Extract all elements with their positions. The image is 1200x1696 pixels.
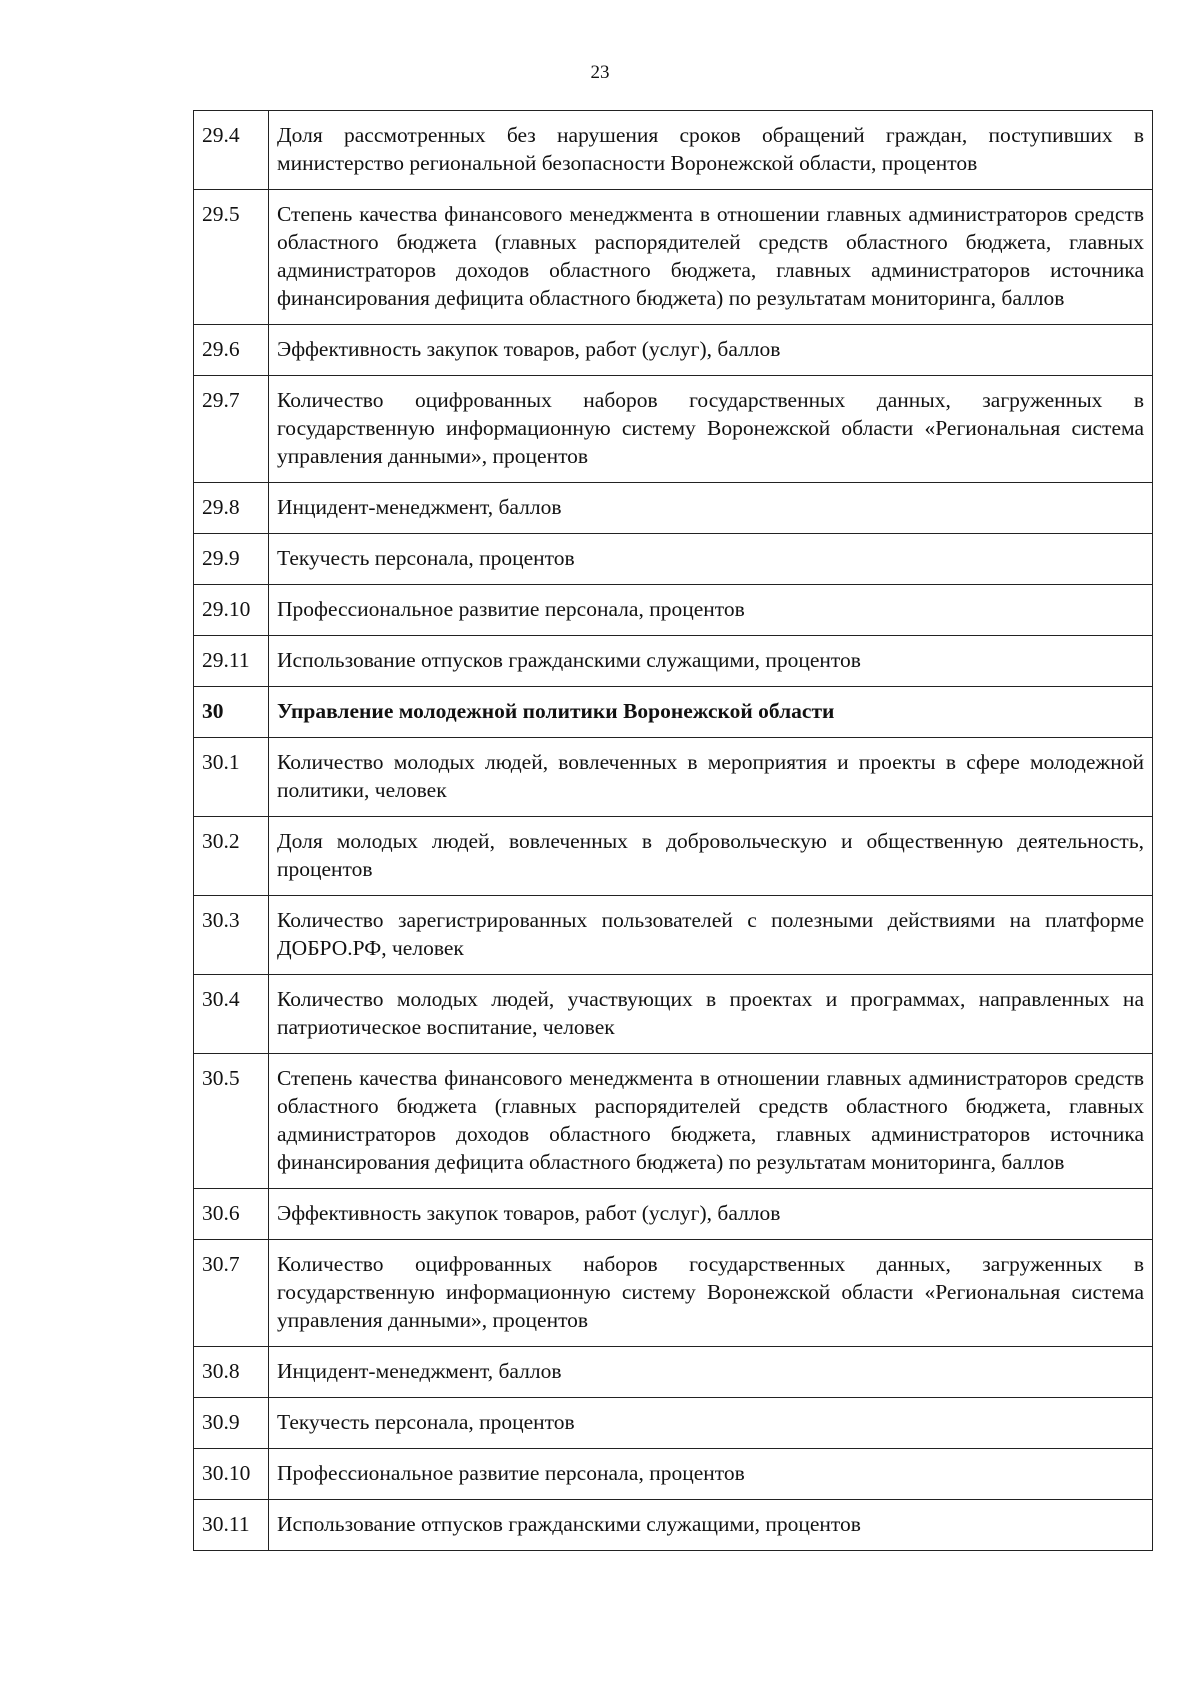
row-number: 30.9 [194, 1398, 269, 1449]
indicator-text: Профессиональное развитие персонала, процентов [269, 1449, 1153, 1500]
row-number: 29.8 [194, 483, 269, 534]
table-row [194, 1398, 1153, 1449]
indicator-text: Количество оцифрованных наборов государственных данных, загруженных в государственную информационную систему Воронежской области «Региональная система управления данными», процентов [269, 1240, 1153, 1347]
indicator-text: Степень качества финансового менеджмента в отношении главных администраторов средств областного бюджета (главных распорядителей средств областного бюджета, главных администраторов доходов областного бюджета, главных администраторов источника финансирования дефицита областного бюджета) по результатам мониторинга, баллов [269, 190, 1153, 325]
indicator-text: Эффективность закупок товаров, работ (услуг), баллов [269, 325, 1153, 376]
table-row [194, 1240, 1153, 1347]
indicator-text: Количество оцифрованных наборов государственных данных, загруженных в государственную информационную систему Воронежской области «Региональная система управления данными», процентов [269, 376, 1153, 483]
indicator-text: Количество зарегистрированных пользователей с полезными действиями на платформе ДОБРО.РФ, человек [269, 896, 1153, 975]
table-row [194, 534, 1153, 585]
indicator-text: Профессиональное развитие персонала, процентов [269, 585, 1153, 636]
table-row [194, 325, 1153, 376]
row-number: 30.5 [194, 1054, 269, 1189]
table-row [194, 636, 1153, 687]
table-row [194, 111, 1153, 190]
indicator-text: Текучесть персонала, процентов [269, 534, 1153, 585]
row-number: 29.11 [194, 636, 269, 687]
table-row [194, 975, 1153, 1054]
indicator-text: Доля молодых людей, вовлеченных в добровольческую и общественную деятельность, процентов [269, 817, 1153, 896]
row-number: 30 [194, 687, 269, 738]
table-row [194, 1347, 1153, 1398]
indicator-text: Инцидент-менеджмент, баллов [269, 1347, 1153, 1398]
table-row [194, 585, 1153, 636]
table-row [194, 190, 1153, 325]
indicator-text: Использование отпусков гражданскими служащими, процентов [269, 1500, 1153, 1551]
table-row [194, 1449, 1153, 1500]
indicator-text: Количество молодых людей, участвующих в проектах и программах, направленных на патриотическое воспитание, человек [269, 975, 1153, 1054]
row-number: 30.7 [194, 1240, 269, 1347]
table-row [194, 1189, 1153, 1240]
page-number: 23 [590, 62, 610, 83]
row-number: 30.1 [194, 738, 269, 817]
row-number: 30.4 [194, 975, 269, 1054]
row-number: 30.10 [194, 1449, 269, 1500]
indicator-text: Доля рассмотренных без нарушения сроков обращений граждан, поступивших в министерство региональной безопасности Воронежской области, процентов [269, 111, 1153, 190]
row-number: 30.11 [194, 1500, 269, 1551]
table-row [194, 483, 1153, 534]
row-number: 29.6 [194, 325, 269, 376]
row-number: 29.9 [194, 534, 269, 585]
table-row [194, 1054, 1153, 1189]
indicator-text: Использование отпусков гражданскими служащими, процентов [269, 636, 1153, 687]
row-number: 29.10 [194, 585, 269, 636]
indicators-table-body [194, 111, 1153, 1551]
table-row [194, 376, 1153, 483]
section-row [194, 687, 1153, 738]
row-number: 30.8 [194, 1347, 269, 1398]
row-number: 30.6 [194, 1189, 269, 1240]
indicator-text: Количество молодых людей, вовлеченных в мероприятия и проекты в сфере молодежной политики, человек [269, 738, 1153, 817]
indicator-text: Эффективность закупок товаров, работ (услуг), баллов [269, 1189, 1153, 1240]
table-row [194, 817, 1153, 896]
row-number: 29.4 [194, 111, 269, 190]
row-number: 30.2 [194, 817, 269, 896]
table-row [194, 738, 1153, 817]
row-number: 29.5 [194, 190, 269, 325]
indicator-text: Текучесть персонала, процентов [269, 1398, 1153, 1449]
table-row [194, 896, 1153, 975]
section-title: Управление молодежной политики Воронежской области [269, 687, 1153, 738]
indicator-text: Инцидент-менеджмент, баллов [269, 483, 1153, 534]
indicators-table [193, 110, 1153, 1551]
indicator-text: Степень качества финансового менеджмента в отношении главных администраторов средств областного бюджета (главных распорядителей средств областного бюджета, главных администраторов доходов областного бюджета, главных администраторов источника финансирования дефицита областного бюджета) по результатам мониторинга, баллов [269, 1054, 1153, 1189]
row-number: 29.7 [194, 376, 269, 483]
table-row [194, 1500, 1153, 1551]
row-number: 30.3 [194, 896, 269, 975]
